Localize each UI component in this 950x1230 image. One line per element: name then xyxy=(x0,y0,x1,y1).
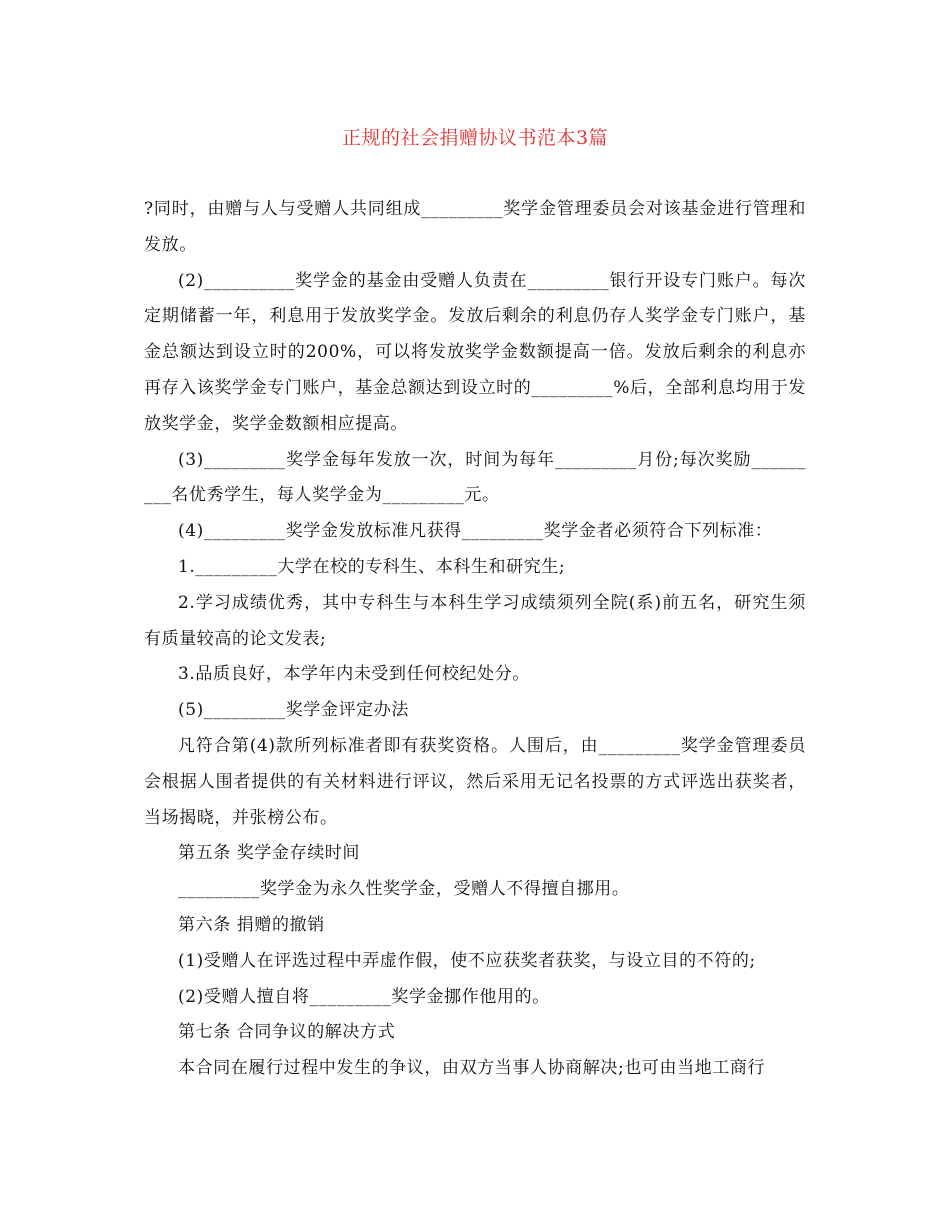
paragraph-dispute: 本合同在履行过程中发生的争议，由双方当事人协商解决;也可由当地工商行 xyxy=(178,1058,766,1079)
paragraph-standard-1: 1._________大学在校的专科生、本科生和研究生; xyxy=(178,556,566,577)
paragraph-standard-2: 2.学习成绩优秀，其中专科生与本科生学习成绩须列全院(系)前五名，研究生须有质量较高的论文发表; xyxy=(144,592,806,649)
paragraph-duration: _________奖学金为永久性奖学金，受赠人不得擅自挪用。 xyxy=(178,879,630,900)
document-title: 正规的社会捐赠协议书范本3篇 xyxy=(341,127,609,149)
document-body xyxy=(144,192,806,1087)
paragraph-standard-3: 3.品质良好，本学年内未受到任何校纪处分。 xyxy=(178,664,530,685)
paragraph-clause-3: (3)_________奖学金每年发放一次，时间为每年_________月份;每次奖励_________名优秀学生，每人奖学金为_________元。 xyxy=(144,449,806,506)
paragraph-revocation-1: (1)受赠人在评选过程中弄虚作假，使不应获奖者获奖，与设立目的不符的; xyxy=(178,950,756,971)
heading-article-7: 第七条 合同争议的解决方式 xyxy=(178,1022,396,1043)
heading-article-5: 第五条 奖学金存续时间 xyxy=(178,843,361,864)
paragraph-clause-4: (4)_________奖学金发放标准凡获得_________奖学金者必须符合下列标准： xyxy=(178,521,773,542)
paragraph-clause-2: (2)__________奖学金的基金由受赠人负责在_________银行开设专门账户。每次定期储蓄一年，利息用于发放奖学金。发放后剩余的利息仍存人奖学金专门账户，基金总额达到设立时的200%，可以将发放奖学金数额提高一倍。发放后剩余的利息亦再存入该奖学金专门账户，基金总额达到设立时的_________%后，全部利息均用于发放奖学金，奖学金数额相应提高。 xyxy=(144,270,806,434)
paragraph-evaluation: 凡符合第(4)款所列标准者即有获奖资格。人围后，由_________奖学金管理委员会根据人围者提供的有关材料进行评议，然后采用无记名投票的方式评选出获奖者，当场揭晓，并张榜公布。 xyxy=(144,735,806,828)
heading-article-6: 第六条 捐赠的撤销 xyxy=(178,914,325,935)
paragraph-revocation-2: (2)受赠人擅自将_________奖学金挪作他用的。 xyxy=(178,986,550,1007)
paragraph-intro: ?同时，由赠与人与受赠人共同组成_________奖学金管理委员会对该基金进行管理和发放。 xyxy=(144,199,806,255)
paragraph-clause-5: (5)_________奖学金评定办法 xyxy=(178,700,409,721)
